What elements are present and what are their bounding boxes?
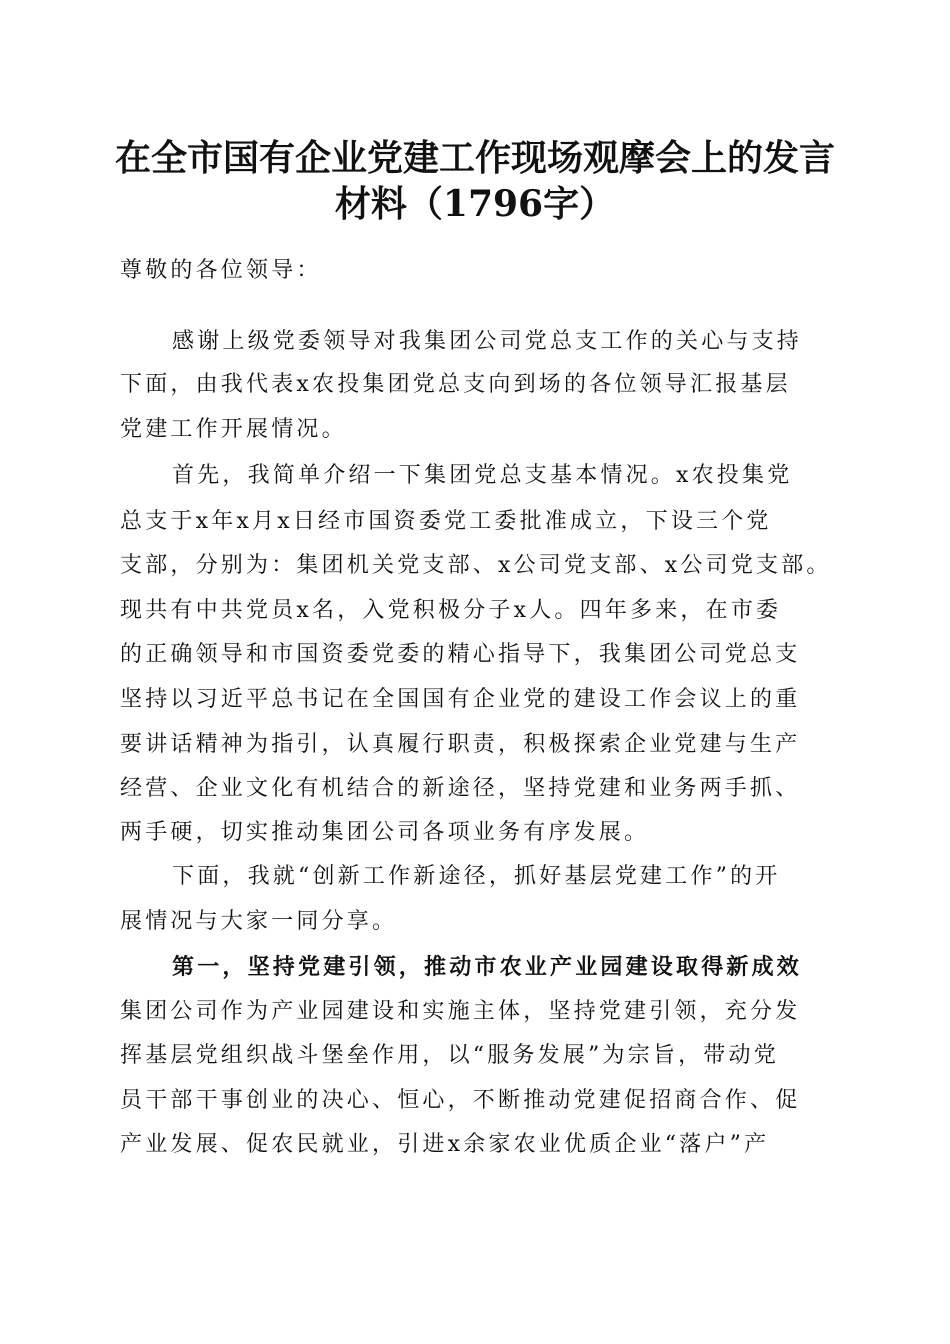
body-line: 下面，由我代表x农投集团党总支向到场的各位领导汇报基层 [120, 372, 791, 397]
body-line: 挥基层党组织战斗堡垒作用，以“服务发展”为宗旨，带动党 [120, 1043, 779, 1068]
section-heading: 第一，坚持党建引领，推动市农业产业园建设取得新成效 [172, 954, 803, 980]
document-title-line-2: 材料（1796字） [334, 183, 616, 225]
body-line: 感谢上级党委领导对我集团公司党总支工作的关心与支持 [172, 329, 803, 354]
body-line: 集团公司作为产业园建设和实施主体，坚持党建引领，充分发 [120, 999, 801, 1024]
body-line: 坚持以习近平总书记在全国国有企业党的建设工作会议上的重 [120, 687, 801, 712]
body-line: 员干部干事创业的决心、恒心，不断推动党建促招商合作、促 [120, 1088, 801, 1113]
document-title-line-1: 在全市国有企业党建工作现场观摩会上的发言 [114, 137, 835, 179]
body-line: 党建工作开展情况。 [120, 417, 347, 442]
body-line: 两手硬，切实推动集团公司各项业务有序发展。 [120, 820, 650, 845]
body-line: 的正确领导和市国资委党委的精心指导下，我集团公司党总支 [120, 642, 801, 667]
body-line: 支部，分别为：集团机关党支部、x公司党支部、x公司党支部。 [120, 553, 832, 578]
body-line: 经营、企业文化有机结合的新途径，坚持党建和业务两手抓、 [120, 776, 801, 801]
body-line: 产业发展、促农民就业，引进x余家农业优质企业“落户”产 [120, 1132, 770, 1157]
body-line: 展情况与大家一同分享。 [120, 909, 398, 934]
body-line: 总支于x年x月x日经市国资委党工委批准成立，下设三个党 [120, 509, 772, 534]
salutation: 尊敬的各位领导： [120, 258, 322, 283]
body-line: 首先，我简单介绍一下集团党总支基本情况。x农投集党 [172, 463, 793, 488]
body-line: 现共有中共党员x名，入党积极分子x人。四年多来，在市委 [120, 598, 782, 623]
body-line: 下面，我就“创新工作新途径，抓好基层党建工作”的开 [172, 864, 781, 889]
body-line: 要讲话精神为指引，认真履行职责，积极探索企业党建与生产 [120, 732, 801, 757]
